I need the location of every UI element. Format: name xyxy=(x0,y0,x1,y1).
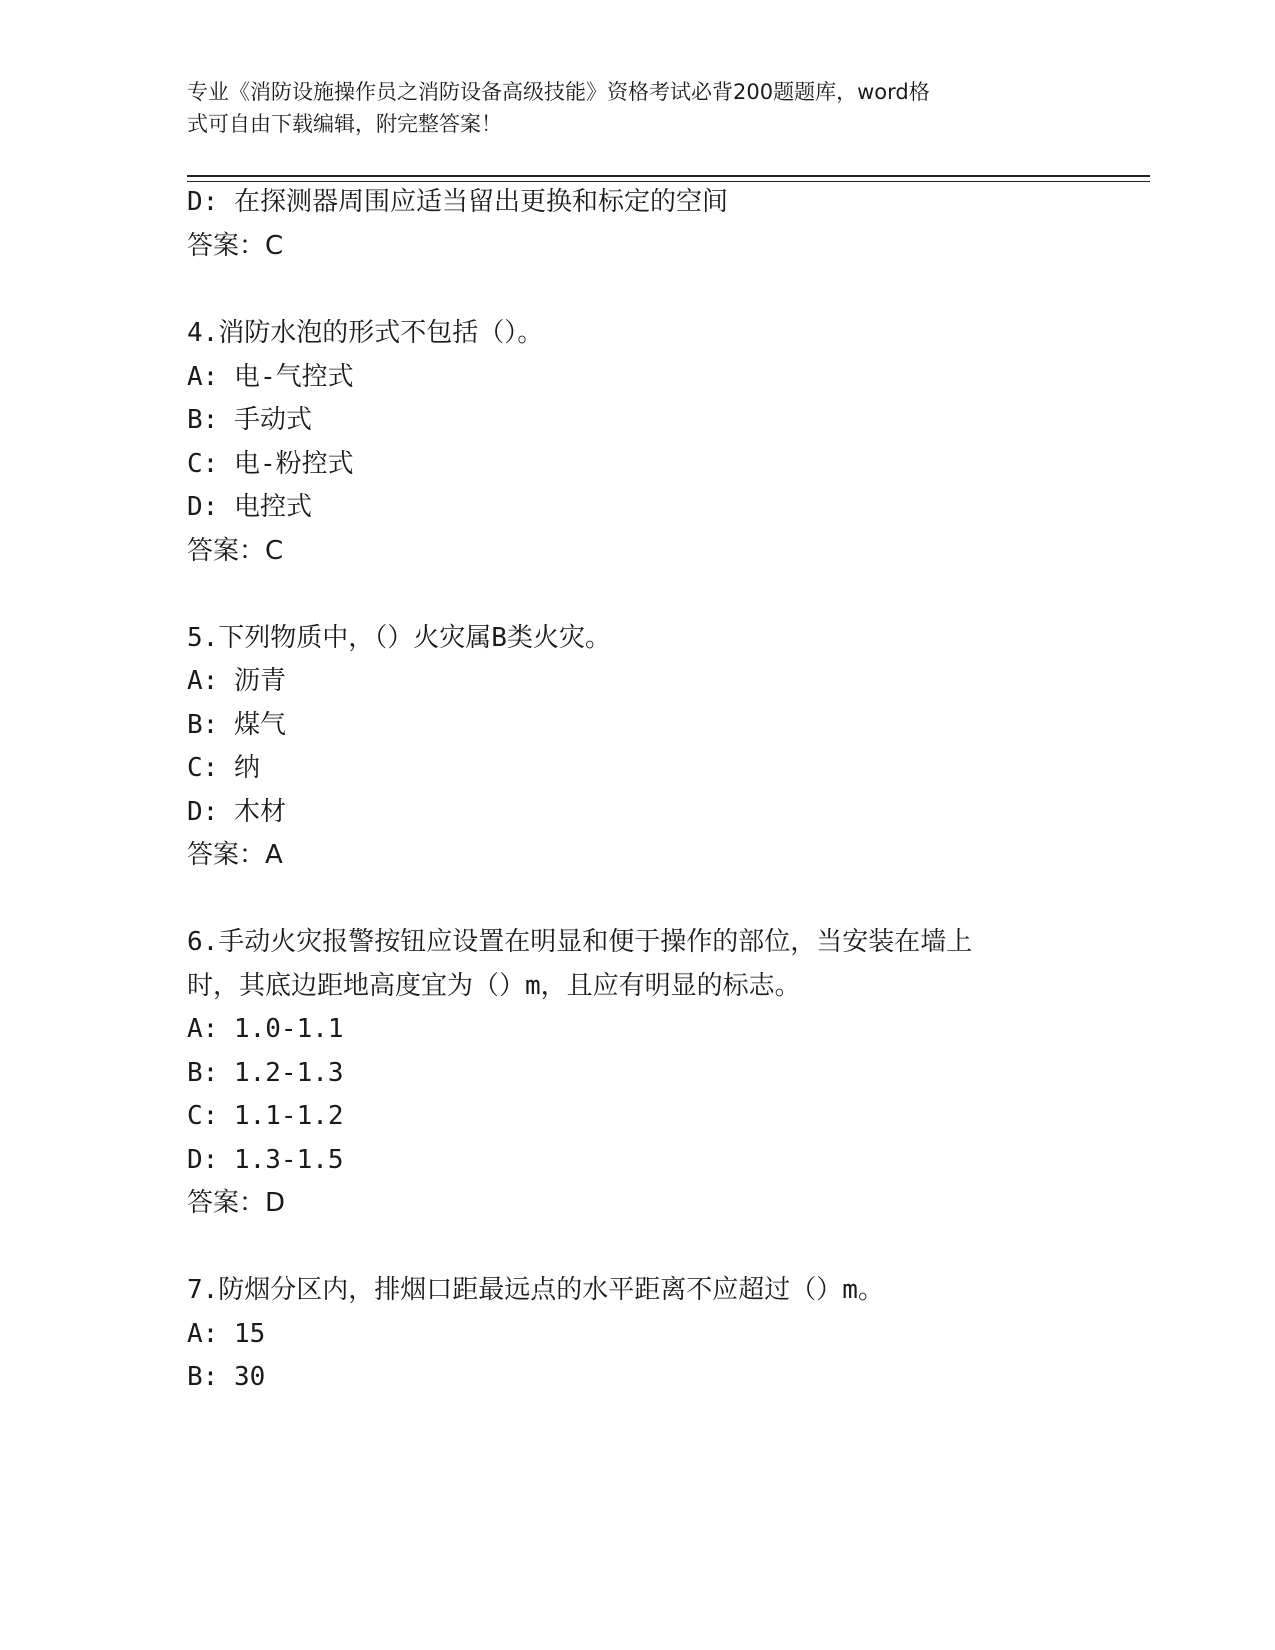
q7-stem: 7.防烟分区内，排烟口距最远点的水平距离不应超过（）m。 xyxy=(187,1275,884,1305)
q6-answer: 答案：D xyxy=(187,1188,286,1218)
header-divider-thick xyxy=(187,175,1150,177)
q4-option-a: A: 电-气控式 xyxy=(187,362,354,392)
document-header xyxy=(187,76,1067,140)
q4-option-d: D: 电控式 xyxy=(187,492,312,522)
q5-stem: 5.下列物质中，（）火灾属B类火灾。 xyxy=(187,623,611,653)
q6-option-b: B: 1.2-1.3 xyxy=(187,1058,344,1088)
q6-stem-line-1: 6.手动火灾报警按钮应设置在明显和便于操作的部位，当安装在墙上 xyxy=(187,927,973,957)
q4-answer: 答案：C xyxy=(187,536,284,566)
q4-stem: 4.消防水泡的形式不包括（）。 xyxy=(187,318,544,348)
header-divider-thin xyxy=(187,181,1150,182)
q7-option-b: B: 30 xyxy=(187,1362,266,1392)
q5-answer: 答案：A xyxy=(187,840,283,870)
q5-option-c: C: 纳 xyxy=(187,753,260,783)
q5-option-a: A: 沥青 xyxy=(187,666,286,696)
q4-option-b: B: 手动式 xyxy=(187,405,312,435)
q6-option-c: C: 1.1-1.2 xyxy=(187,1101,344,1131)
q6-option-a: A: 1.0-1.1 xyxy=(187,1014,344,1044)
header-line-1: 专业《消防设施操作员之消防设备高级技能》资格考试必背200题题库，word格 xyxy=(187,80,930,104)
q5-option-d: D: 木材 xyxy=(187,797,286,827)
q4-option-c: C: 电-粉控式 xyxy=(187,449,354,479)
q7-option-a: A: 15 xyxy=(187,1319,266,1349)
q6-stem-line-2: 时，其底边距地高度宜为（）m，且应有明显的标志。 xyxy=(187,971,801,1001)
prev-answer: 答案：C xyxy=(187,231,284,261)
q6-option-d: D: 1.3-1.5 xyxy=(187,1145,344,1175)
prev-option-d: D: 在探测器周围应适当留出更换和标定的空间 xyxy=(187,187,728,217)
header-line-2: 式可自由下载编辑，附完整答案！ xyxy=(187,112,502,136)
q5-option-b: B: 煤气 xyxy=(187,710,286,740)
